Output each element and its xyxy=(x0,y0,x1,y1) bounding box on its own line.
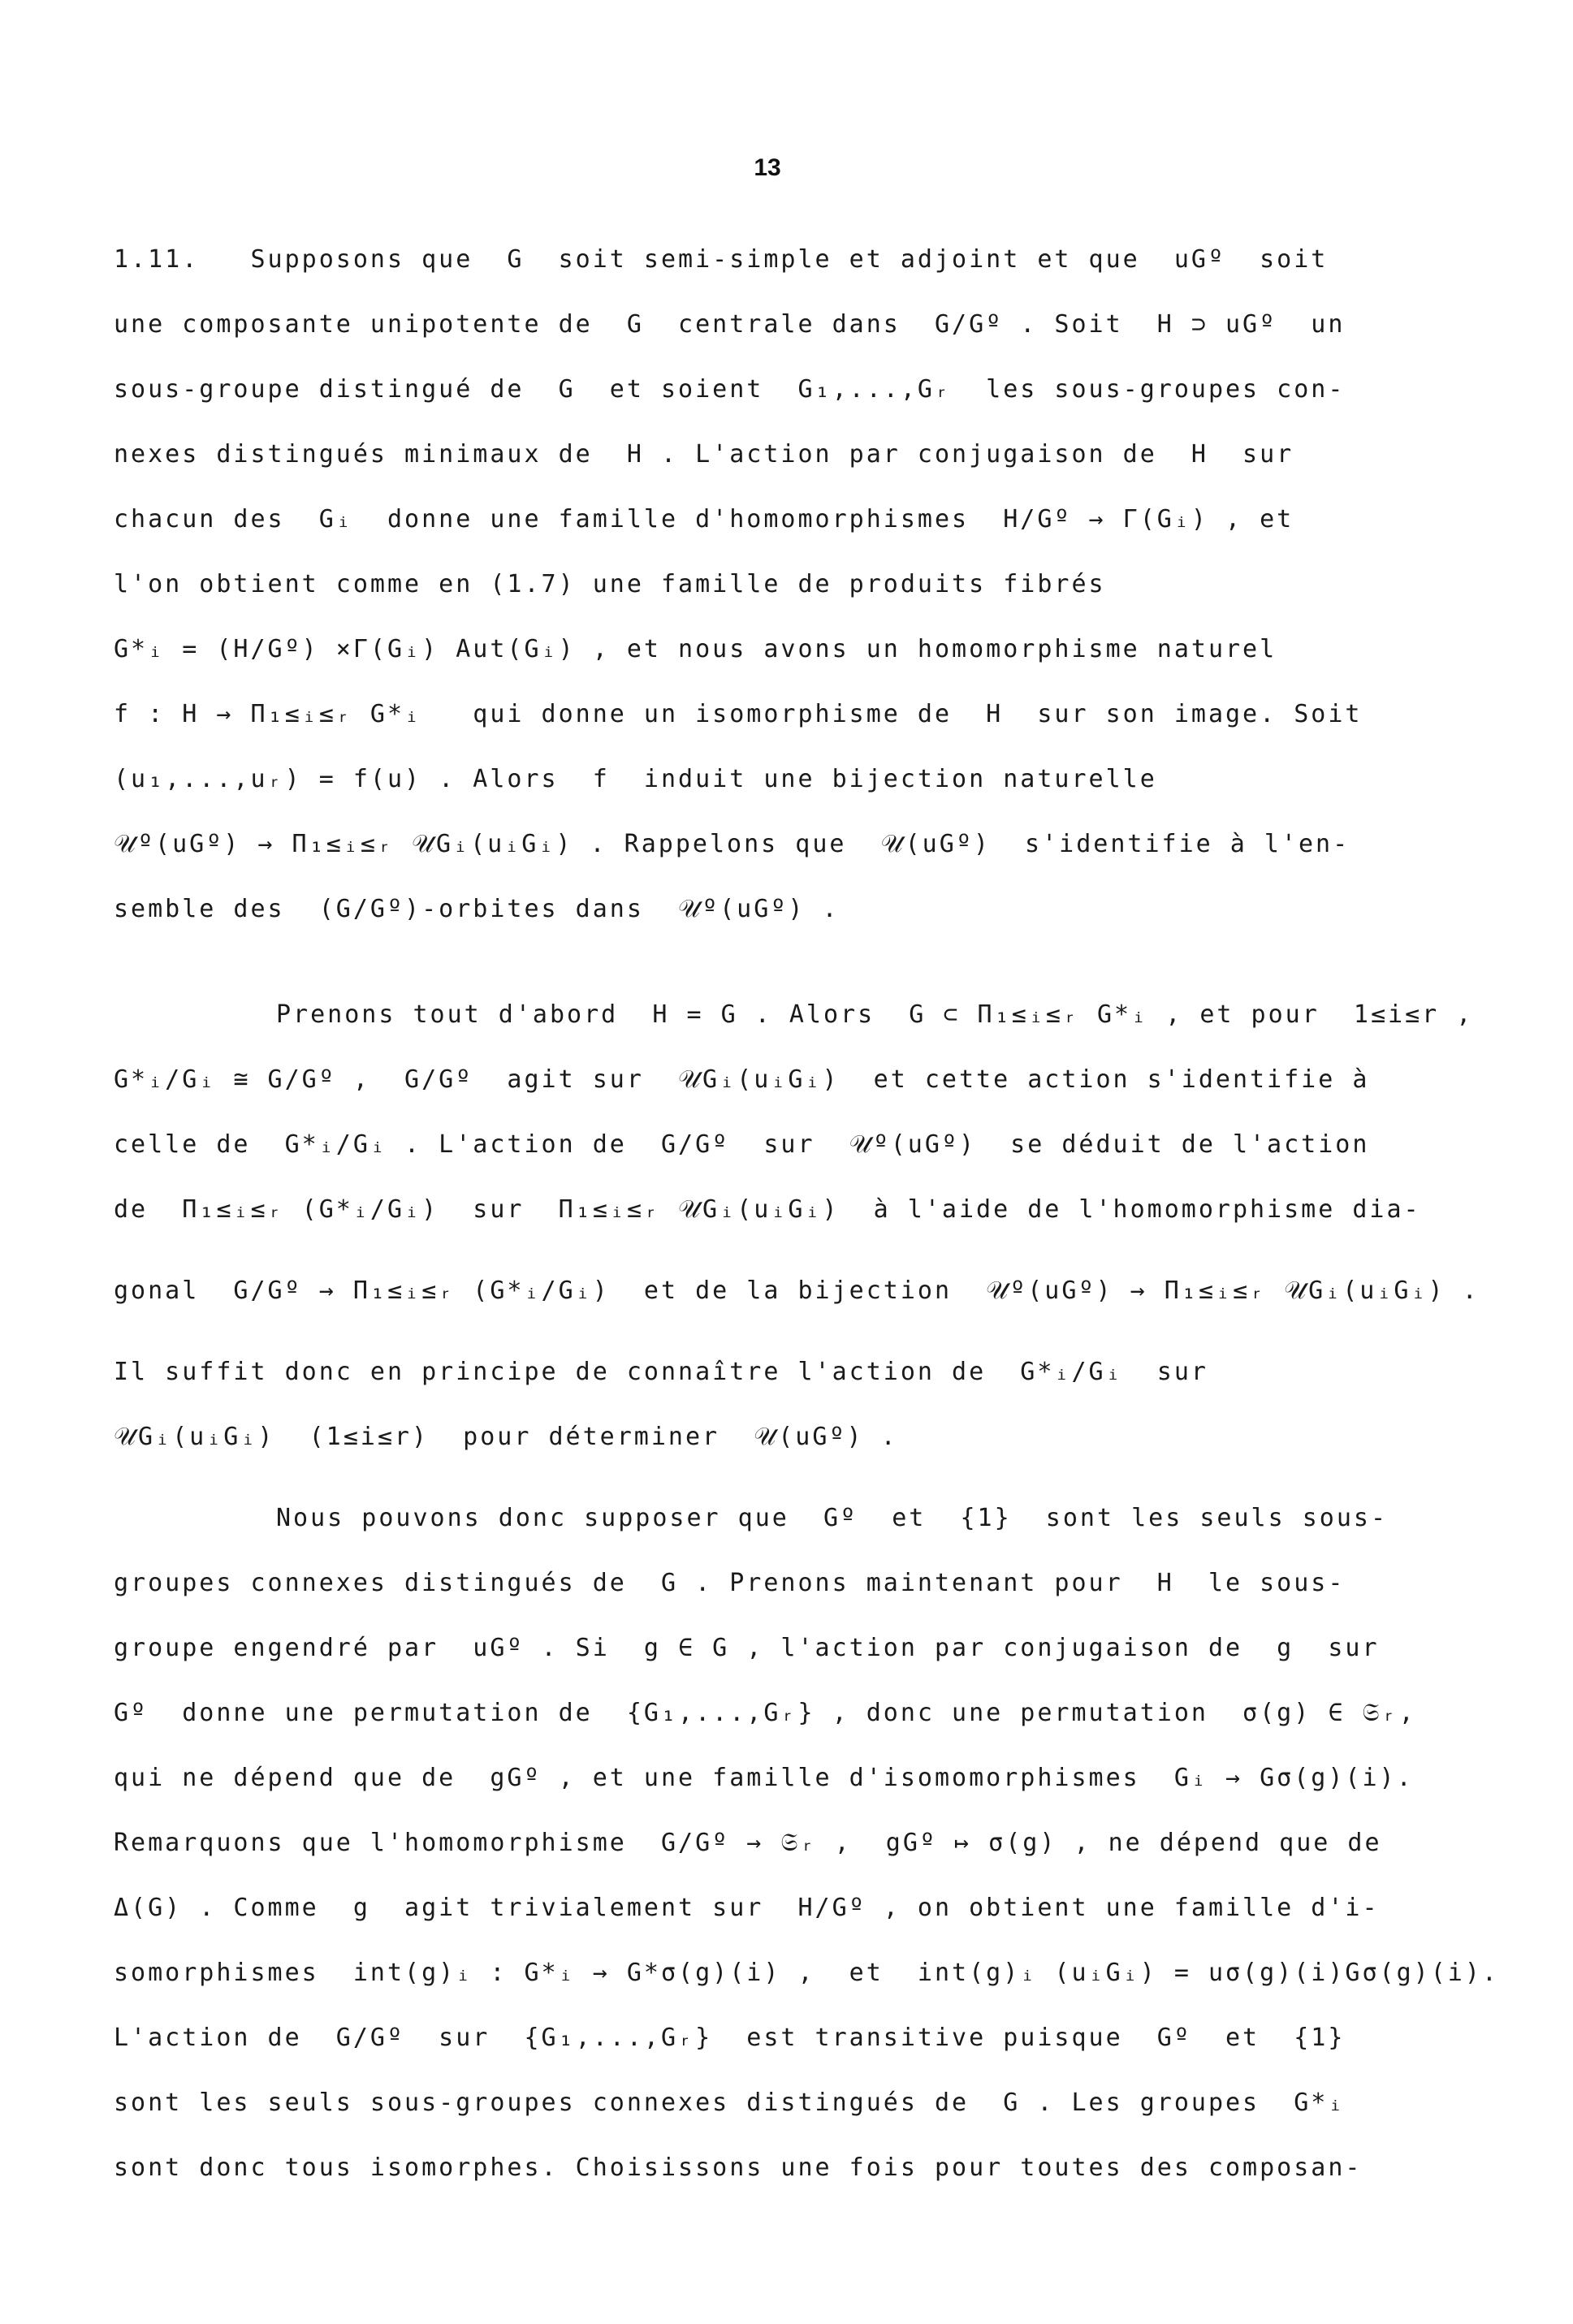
text-line: une composante unipotente de G centrale dans G/Gº . Soit H ⊃ uGº un xyxy=(114,310,1346,339)
text-line: sont les seuls sous-groupes connexes distingués de G . Les groupes G*ᵢ xyxy=(114,2089,1346,2117)
text-line: sont donc tous isomorphes. Choisissons une fois pour toutes des composan- xyxy=(114,2153,1363,2182)
text-line: Il suffit donc en principe de connaître l'action de G*ᵢ/Gᵢ sur xyxy=(114,1358,1208,1386)
text-line: Remarquons que l'homomorphisme G/Gº → 𝔖ᵣ , gGº ↦ σ(g) , ne dépend que de xyxy=(114,1829,1382,1857)
page-number: 13 xyxy=(754,154,781,181)
text-line: qui ne dépend que de gGº , et une famille d'isomomorphismes Gᵢ → Gσ(g)(i). xyxy=(114,1764,1414,1792)
text-line: sous-groupe distingué de G et soient G₁,...,Gᵣ les sous-groupes con- xyxy=(114,375,1346,404)
text-line: Nous pouvons donc supposer que Gº et {1} sont les seuls sous- xyxy=(276,1504,1388,1532)
text-line: gonal G/Gº → Π₁≤ᵢ≤ᵣ (G*ᵢ/Gᵢ) et de la bijection 𝒰º(uGº) → Π₁≤ᵢ≤ᵣ 𝒰Gᵢ(uᵢGᵢ) . xyxy=(114,1276,1480,1305)
text-line: de Π₁≤ᵢ≤ᵣ (G*ᵢ/Gᵢ) sur Π₁≤ᵢ≤ᵣ 𝒰Gᵢ(uᵢGᵢ) à l'aide de l'homomorphisme dia- xyxy=(114,1195,1421,1224)
text-line: nexes distingués minimaux de H . L'action par conjugaison de H sur xyxy=(114,440,1294,469)
text-line: f : H → Π₁≤ᵢ≤ᵣ G*ᵢ qui donne un isomorphisme de H sur son image. Soit xyxy=(114,700,1363,728)
text-line: L'action de G/Gº sur {G₁,...,Gᵣ} est transitive puisque Gº et {1} xyxy=(114,2024,1346,2052)
text-line: 𝒰º(uGº) → Π₁≤ᵢ≤ᵣ 𝒰Gᵢ(uᵢGᵢ) . Rappelons que 𝒰(uGº) s'identifie à l'en- xyxy=(114,830,1350,858)
text-line: somorphismes int(g)ᵢ : G*ᵢ → G*σ(g)(i) , et int(g)ᵢ (uᵢGᵢ) = uσ(g)(i)Gσ(g)(i). xyxy=(114,1959,1499,1987)
text-line: groupe engendré par uGº . Si g ∈ G , l'action par conjugaison de g sur xyxy=(114,1634,1380,1662)
text-line: (u₁,...,uᵣ) = f(u) . Alors f induit une bijection naturelle xyxy=(114,765,1157,793)
text-line: celle de G*ᵢ/Gᵢ . L'action de G/Gº sur 𝒰º(uGº) se déduit de l'action xyxy=(114,1130,1370,1159)
text-line: 1.11. Supposons que G soit semi-simple et adjoint et que uGº soit xyxy=(114,245,1329,274)
text-line: semble des (G/Gº)-orbites dans 𝒰º(uGº) . xyxy=(114,895,840,923)
text-line: G*ᵢ = (H/Gº) ×Γ(Gᵢ) Aut(Gᵢ) , et nous avons un homomorphisme naturel xyxy=(114,635,1277,663)
text-line: Δ(G) . Comme g agit trivialement sur H/Gº , on obtient une famille d'i- xyxy=(114,1894,1380,1922)
text-line: Prenons tout d'abord H = G . Alors G ⊂ Π₁≤ᵢ≤ᵣ G*ᵢ , et pour 1≤i≤r , xyxy=(276,1000,1474,1029)
text-line: G*ᵢ/Gᵢ ≅ G/Gº , G/Gº agit sur 𝒰Gᵢ(uᵢGᵢ) et cette action s'identifie à xyxy=(114,1065,1370,1094)
text-line: 𝒰Gᵢ(uᵢGᵢ) (1≤i≤r) pour déterminer 𝒰(uGº) . xyxy=(114,1423,898,1451)
text-line: chacun des Gᵢ donne une famille d'homomorphismes H/Gº → Γ(Gᵢ) , et xyxy=(114,505,1294,533)
text-line: groupes connexes distingués de G . Prenons maintenant pour H le sous- xyxy=(114,1569,1346,1597)
text-line: Gº donne une permutation de {G₁,...,Gᵣ} , donc une permutation σ(g) ∈ 𝔖ᵣ, xyxy=(114,1699,1416,1727)
text-line: l'on obtient comme en (1.7) une famille de produits fibrés xyxy=(114,570,1106,598)
